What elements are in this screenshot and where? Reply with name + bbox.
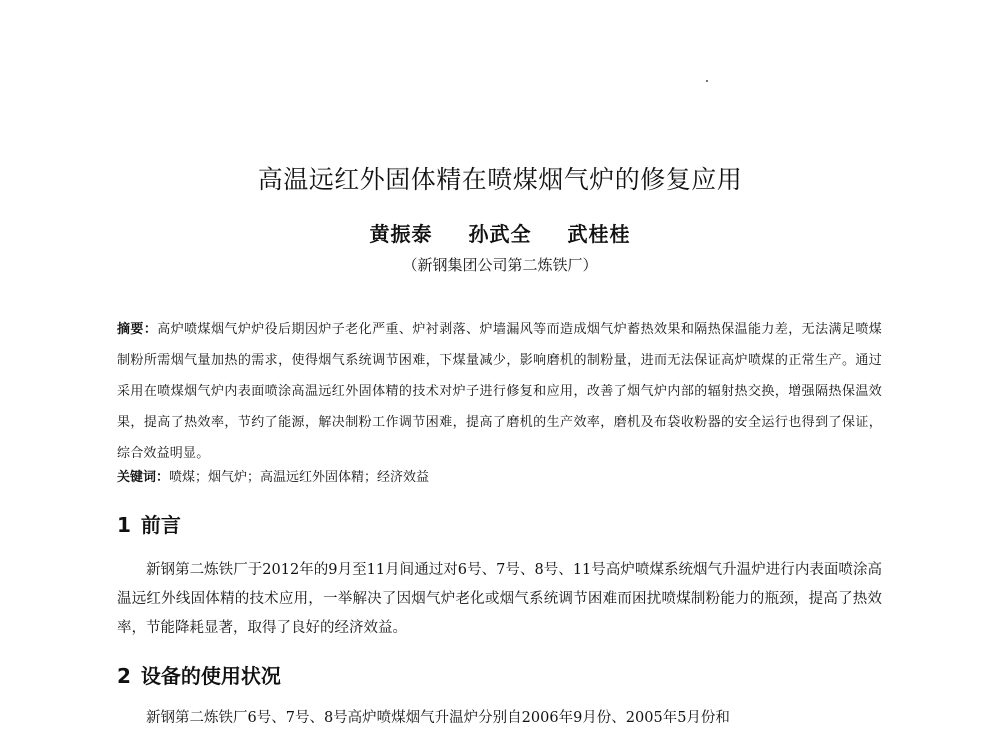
abstract-text: 高炉喷煤烟气炉炉役后期因炉子老化严重、炉衬剥落、炉墙漏风等而造成烟气炉蓄热效果和隔热保温能力差，无法满足喷煤制粉所需烟气量加热的需求，使得烟气系统调节困难，下煤量减少，影响磨机的制粉量，进而无法保证高炉喷煤的正常生产。通过采用在喷煤烟气炉内表面喷涂高温远红外固体精的技术对炉子进行修复和应用，改善了烟气炉内部的辐射热交换，增强隔热保温效果，提高了热效率，节约了能源，解决制粉工作调节困难，提高了磨机的生产效率，磨机及布袋收粉器的安全运行也得到了保证，综合效益明显。 <box>117 322 882 461</box>
body-paragraph: 新钢第二炼铁厂于2012年的9月至11月间通过对6号、7号、8号、11号高炉喷煤系统烟气升温炉进行内表面喷涂高温远红外线固体精的技术应用，一举解决了因烟气炉老化或烟气系统调节困难而困扰喷煤制粉能力的瓶颈，提高了热效率，节能降耗显著，取得了良好的经济效益。 <box>117 562 882 636</box>
section-title: 前言 <box>140 513 181 537</box>
author-name: 孙武全 <box>468 222 532 246</box>
section-heading <box>117 509 181 538</box>
section-number: 2 <box>117 664 131 688</box>
author-affiliation: （新钢集团公司第二炼铁厂） <box>402 256 598 274</box>
author-name: 黄振泰 <box>369 222 433 246</box>
paper-title: 高温远红外固体精在喷煤烟气炉的修复应用 <box>257 165 743 194</box>
body-paragraph: 新钢第二炼铁厂6号、7号、8号高炉喷煤烟气升温炉分别自2006年9月份、2005年5月份和 <box>146 710 730 726</box>
scan-speck <box>706 80 708 82</box>
author-name: 武桂桂 <box>567 222 631 246</box>
keywords <box>117 467 882 489</box>
abstract <box>117 314 882 469</box>
author-list <box>0 218 1000 247</box>
section-title: 设备的使用状况 <box>140 664 281 688</box>
keywords-text: 喷煤；烟气炉；高温远红外固体精；经济效益 <box>169 470 430 485</box>
keywords-label: 关键词： <box>117 470 170 485</box>
section-number: 1 <box>117 513 131 537</box>
section-heading <box>117 660 281 689</box>
abstract-label: 摘要： <box>117 322 158 337</box>
